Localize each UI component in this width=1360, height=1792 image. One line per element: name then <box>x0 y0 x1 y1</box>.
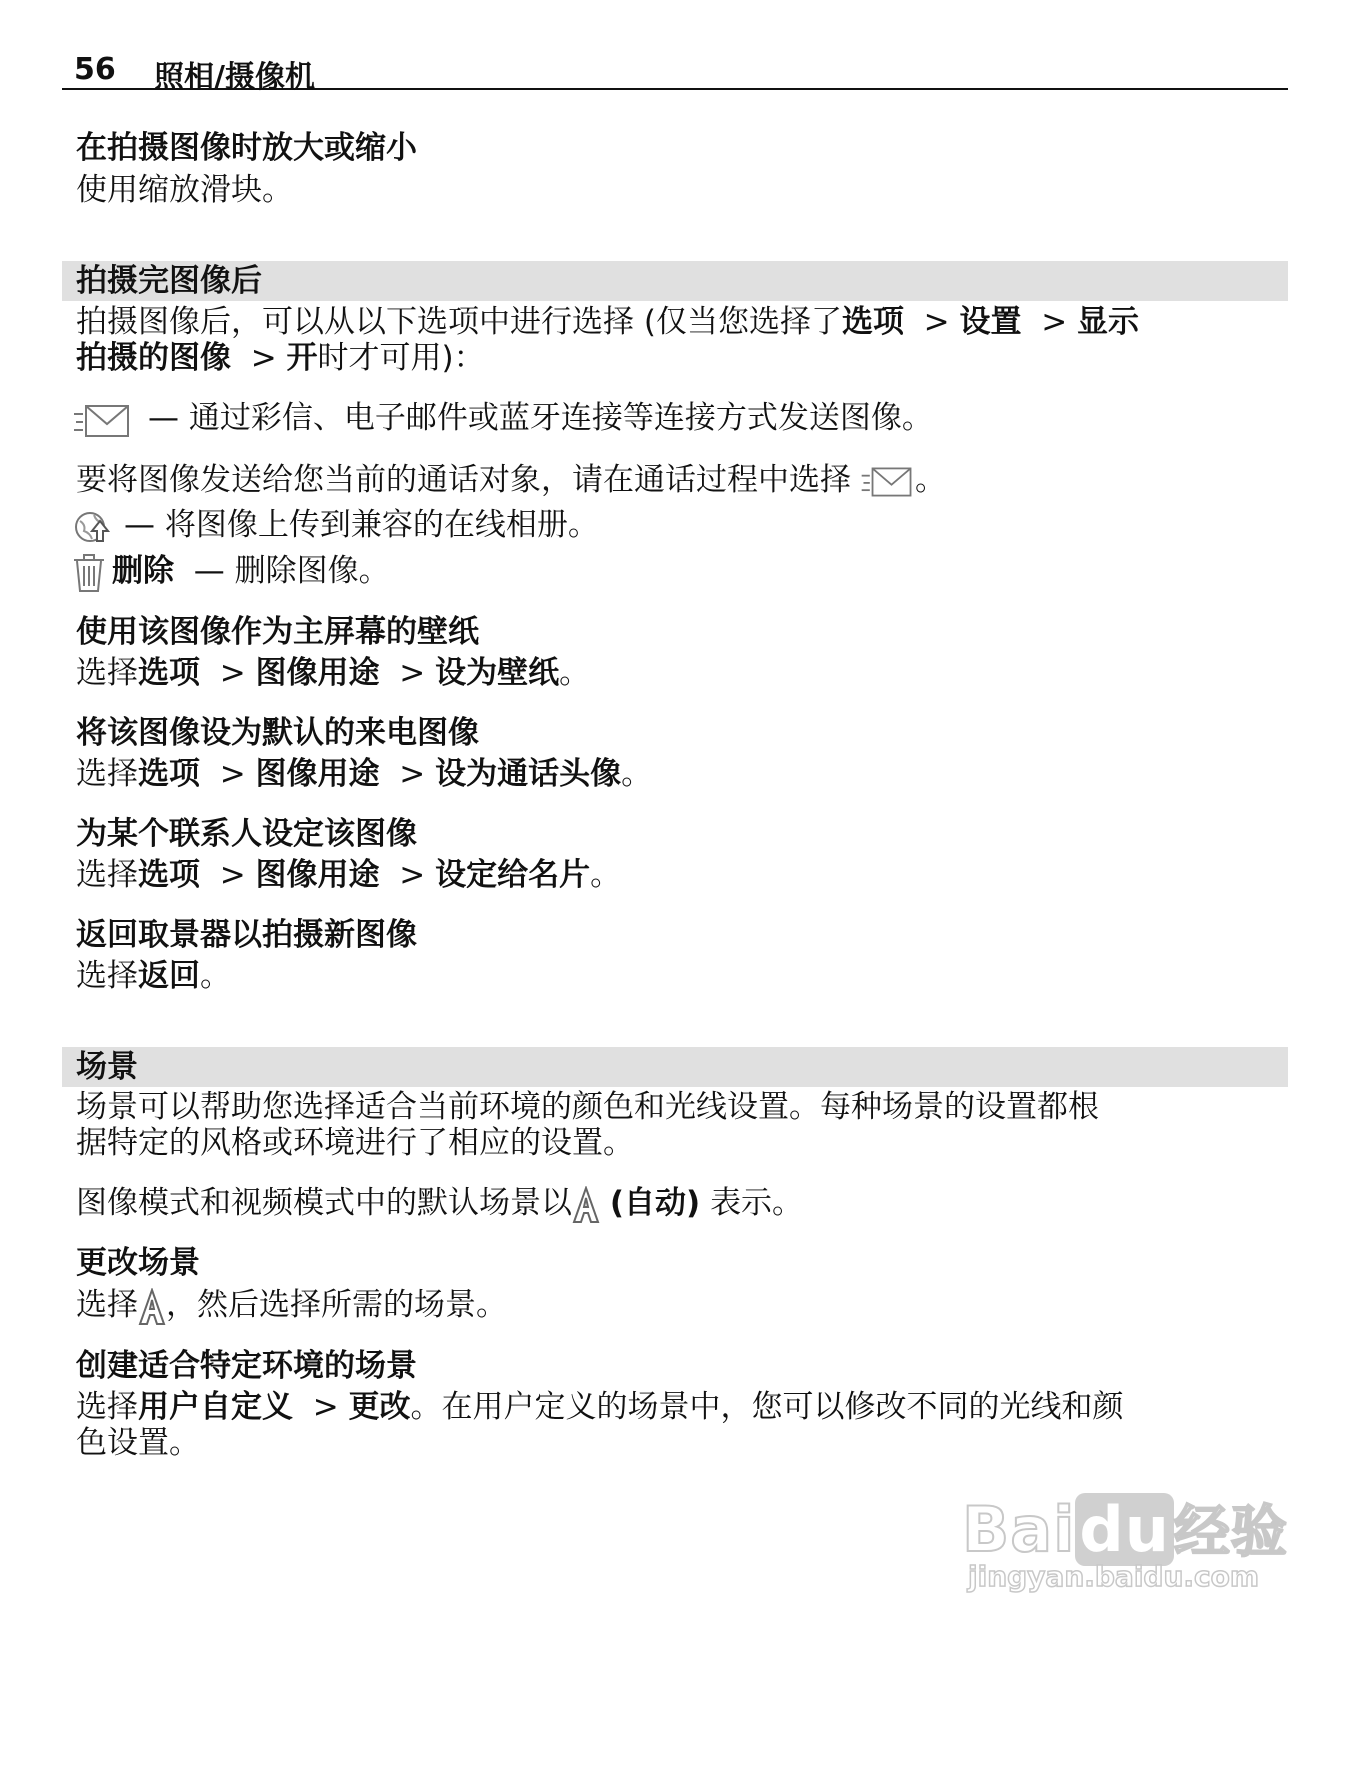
after-capture-intro-line1: 拍摄图像后，可以从以下选项中进行选择 (仅当您选择了选项 > 设置 > 显示 <box>76 304 1140 340</box>
create-text-rest: 。在用户定义的场景中，您可以修改不同的光线和颜 <box>410 1389 1124 1425</box>
section-title: 场景 <box>76 1049 138 1085</box>
watermark <box>962 1488 1292 1598</box>
menu-back: 返回 <box>138 958 200 994</box>
delete-description: — 删除图像。 <box>193 553 390 589</box>
message-send-icon <box>72 400 132 442</box>
default-text: 图像模式和视频模式中的默认场景以 <box>76 1185 572 1221</box>
task-text: 选择 <box>76 655 138 691</box>
task-text: 选择 <box>76 958 138 994</box>
menu-set-wallpaper: 设为壁纸 <box>435 655 560 691</box>
change-scene-text <box>76 1285 507 1326</box>
zoom-heading: 在拍摄图像时放大或缩小 <box>76 130 417 166</box>
watermark-brand-paw: du <box>1075 1493 1174 1566</box>
menu-options: 选项 <box>841 304 904 340</box>
task-text-contact: 选择选项 > 图像用途 > 设定给名片。 <box>76 857 622 893</box>
page-number: 56 <box>74 52 116 87</box>
intro-text: 拍摄图像后，可以从以下选项中进行选择 (仅当您选择了 <box>76 304 842 340</box>
menu-options: 选项 <box>138 857 200 893</box>
menu-set-call-image: 设为通话头像 <box>435 756 622 792</box>
upload-description: — 将图像上传到兼容的在线相册。 <box>124 507 599 543</box>
chapter-title: 照相/摄像机 <box>154 60 315 95</box>
task-text: 选择 <box>76 756 138 792</box>
send-call-end: 。 <box>915 462 946 498</box>
create-scene-line2: 色设置。 <box>76 1425 200 1461</box>
menu-on: 开 <box>286 340 318 376</box>
section-title: 拍摄完图像后 <box>76 263 262 299</box>
zoom-text: 使用缩放滑块。 <box>76 172 293 208</box>
intro-end: 时才可用)： <box>317 340 485 376</box>
task-heading-viewfinder: 返回取景器以拍摄新图像 <box>76 917 417 953</box>
create-scene-line1: 选择用户自定义 > 更改。在用户定义的场景中，您可以修改不同的光线和颜 <box>76 1389 1124 1425</box>
auto-scene-icon <box>138 1288 166 1326</box>
create-text: 选择 <box>76 1389 138 1425</box>
menu-show: 显示 <box>1077 304 1140 340</box>
auto-label: (自动) <box>609 1185 701 1221</box>
section-bar-after-capture <box>62 261 1288 301</box>
default-end: 表示。 <box>710 1185 804 1221</box>
task-heading-call-image: 将该图像设为默认的来电图像 <box>76 715 479 751</box>
auto-scene-icon <box>572 1186 600 1224</box>
send-description: — 通过彩信、电子邮件或蓝牙连接等连接方式发送图像。 <box>148 400 933 436</box>
task-end: 。 <box>559 655 591 691</box>
delete-line <box>112 551 390 591</box>
menu-settings: 设置 <box>959 304 1022 340</box>
scenes-intro-line1: 场景可以帮助您选择适合当前环境的颜色和光线设置。每种场景的设置都根 <box>76 1089 1099 1125</box>
menu-options: 选项 <box>138 655 200 691</box>
page-header <box>62 46 1288 95</box>
delete-label: 删除 <box>112 553 174 589</box>
task-end: 。 <box>590 857 622 893</box>
message-send-icon <box>859 463 915 501</box>
change-scene-heading: 更改场景 <box>76 1245 200 1281</box>
menu-image-use: 图像用途 <box>255 655 380 691</box>
task-end: 。 <box>200 958 231 994</box>
task-heading-contact: 为某个联系人设定该图像 <box>76 816 417 852</box>
menu-image-use: 图像用途 <box>255 756 380 792</box>
task-text-wallpaper: 选择选项 > 图像用途 > 设为壁纸。 <box>76 655 591 691</box>
menu-change: 更改 <box>348 1389 411 1425</box>
web-upload-icon <box>72 507 112 547</box>
task-heading-wallpaper: 使用该图像作为主屏幕的壁纸 <box>76 614 479 650</box>
watermark-brand-cn: 经验 <box>1173 1500 1288 1565</box>
after-capture-intro-line2: 拍摄的图像 > 开时才可用)： <box>76 340 485 376</box>
scenes-default-line <box>76 1183 803 1224</box>
change-text-end: ，然后选择所需的场景。 <box>166 1287 507 1323</box>
menu-user-defined: 用户自定义 <box>138 1389 293 1425</box>
section-bar-scenes <box>62 1047 1288 1087</box>
change-text: 选择 <box>76 1287 138 1323</box>
watermark-url: jingyan.baidu.com <box>968 1560 1260 1593</box>
menu-options: 选项 <box>138 756 200 792</box>
task-text-call-image: 选择选项 > 图像用途 > 设为通话头像。 <box>76 756 653 792</box>
watermark-brand: Bai <box>962 1493 1076 1566</box>
task-end: 。 <box>621 756 653 792</box>
scenes-intro-line2: 据特定的风格或环境进行了相应的设置。 <box>76 1125 634 1161</box>
menu-assign-contact: 设定给名片 <box>435 857 591 893</box>
create-scene-heading: 创建适合特定环境的场景 <box>76 1348 417 1384</box>
send-call-text: 要将图像发送给您当前的通话对象，请在通话过程中选择 <box>76 462 851 498</box>
task-text: 选择 <box>76 857 138 893</box>
task-text-viewfinder <box>76 956 231 996</box>
trash-icon <box>72 553 106 593</box>
menu-captured-image: 拍摄的图像 <box>76 340 231 376</box>
menu-image-use: 图像用途 <box>255 857 380 893</box>
send-call-line <box>76 460 946 501</box>
